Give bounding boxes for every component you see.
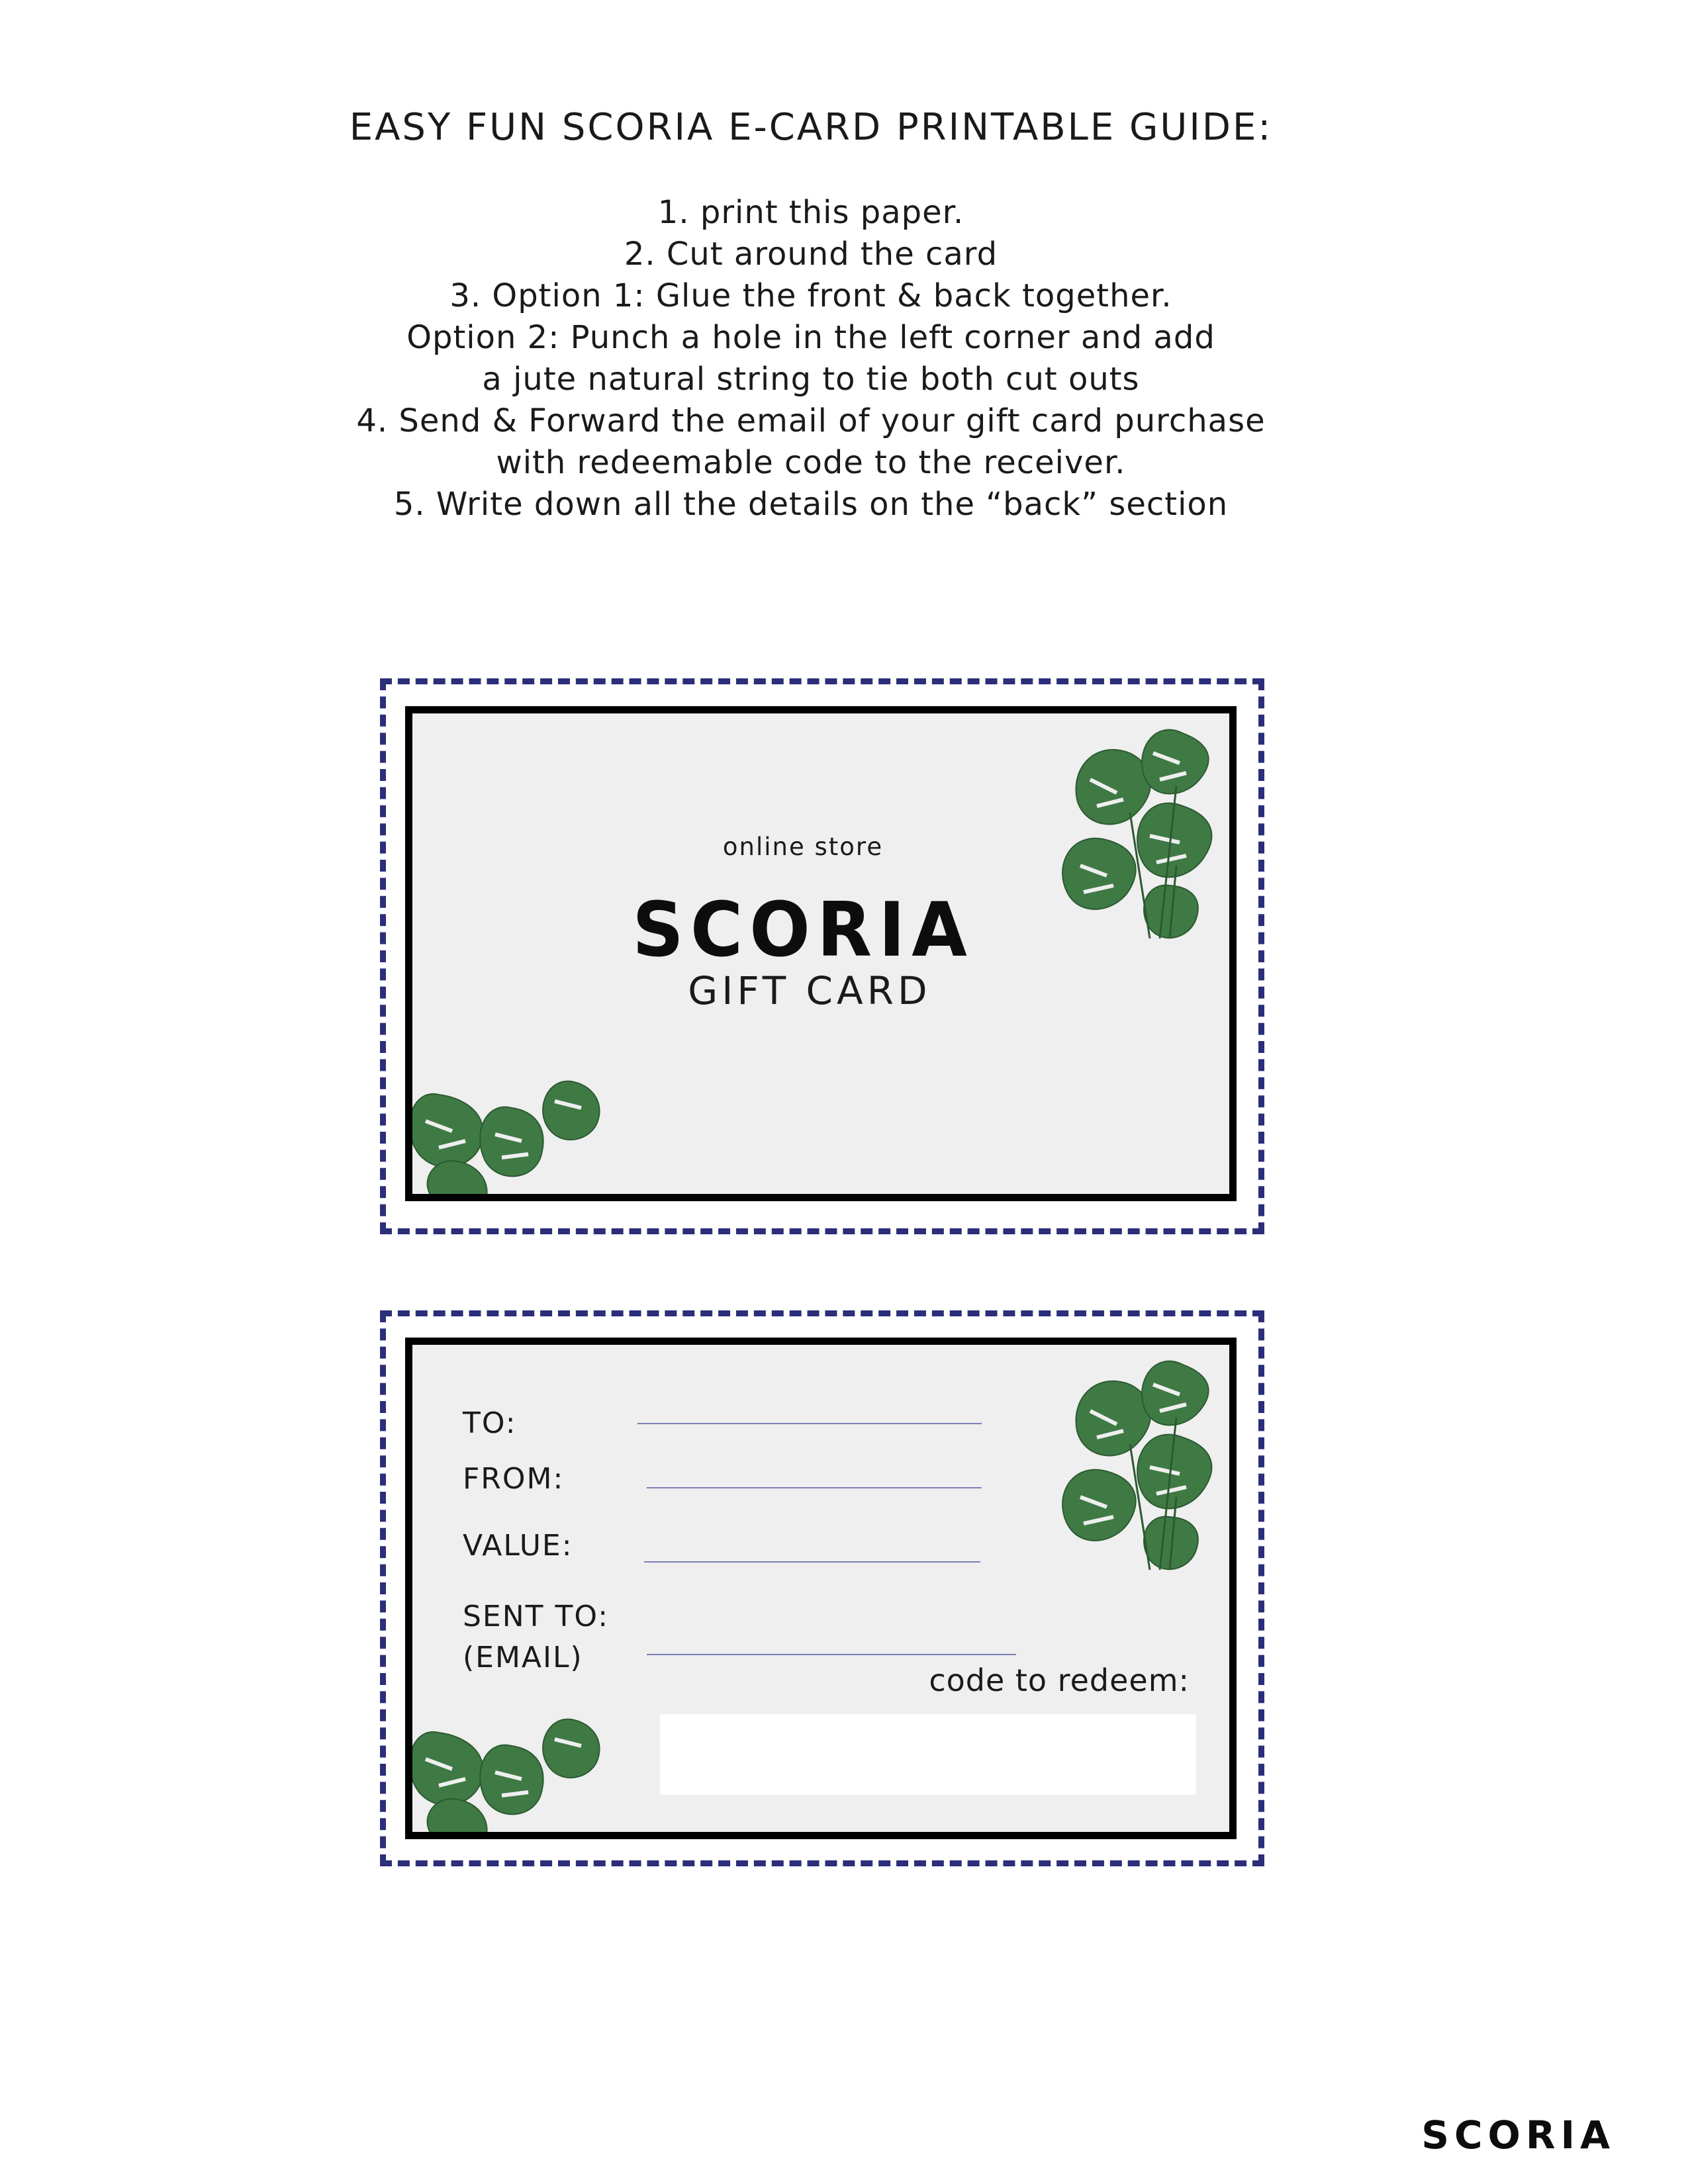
redeem-code-box: [660, 1714, 1196, 1795]
from-label: FROM:: [463, 1462, 565, 1496]
monstera-leaves-bottom-left: [412, 1680, 631, 1832]
to-write-line: [637, 1423, 982, 1424]
guide-steps: [265, 192, 1357, 525]
guide-step: 5. Write down all the details on the “back” section: [393, 486, 1229, 523]
guide-step: Option 2: Punch a hole in the left corner and add: [406, 319, 1215, 356]
gift-card-title: GIFT CARD: [688, 968, 931, 1013]
guide-step: a jute natural string to tie both cut outs: [482, 361, 1140, 398]
guide-title: EASY FUN SCORIA E-CARD PRINTABLE GUIDE:: [349, 106, 1273, 149]
code-to-redeem-label: code to redeem:: [929, 1662, 1190, 1698]
store-tagline: online store: [722, 833, 884, 861]
gift-card-back: [405, 1338, 1237, 1839]
monstera-leaves-top-right: [1017, 1345, 1229, 1583]
scoria-logo: SCORIA: [632, 886, 974, 974]
sent-to-email-label: SENT TO: (EMAIL): [463, 1600, 610, 1674]
value-label: VALUE:: [463, 1529, 573, 1563]
from-write-line: [647, 1487, 982, 1488]
guide-step: 2. Cut around the card: [624, 236, 998, 273]
to-label: TO:: [463, 1406, 517, 1440]
gift-card-front: [405, 706, 1237, 1201]
email-write-line: [647, 1654, 1016, 1655]
guide-step: with redeemable code to the receiver.: [496, 444, 1126, 481]
guide-step: 1. print this paper.: [657, 194, 964, 231]
footer-scoria-logo: SCORIA: [1421, 2113, 1615, 2158]
guide-step: 4. Send & Forward the email of your gift card purchase: [356, 402, 1266, 439]
value-write-line: [644, 1561, 980, 1563]
guide-step: 3. Option 1: Glue the front & back together.: [449, 277, 1172, 314]
monstera-leaves-bottom-left: [412, 1042, 631, 1194]
